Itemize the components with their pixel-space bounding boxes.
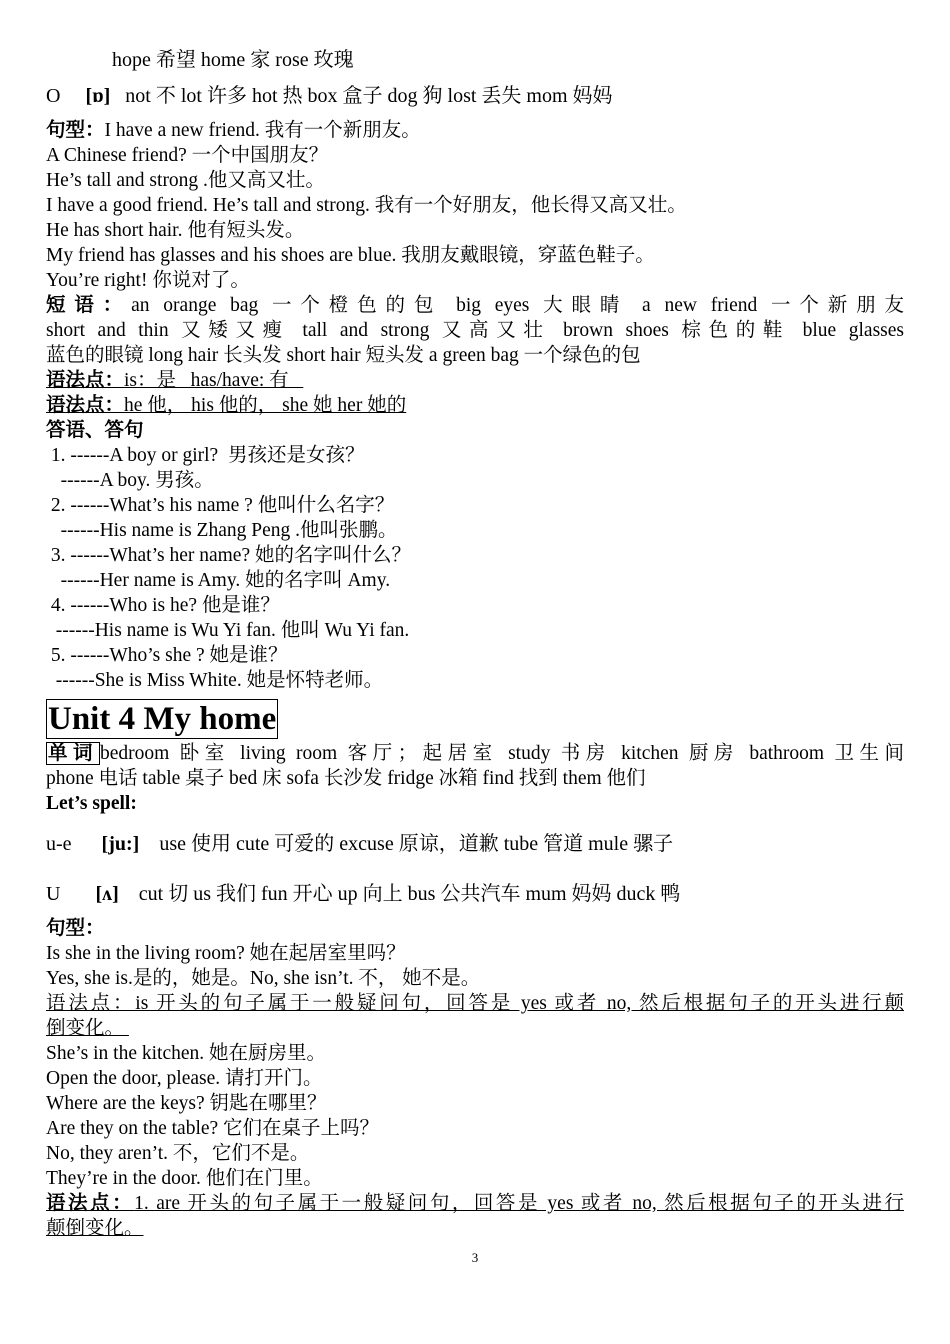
phonics-letter: O [46,85,61,107]
phonics-words: cut 切 us 我们 fun 开心 up 向上 bus 公共汽车 mum 妈妈 duck 鸭 [138,883,681,905]
sentence-line: They’re in the door. 他们在门里。 [46,1168,323,1189]
vocab-item: study 书房 [508,743,611,764]
sentence-label: 句型： [46,120,105,141]
phrases-line-3: 蓝色的眼镜 long hair 长头发 short hair 短头发 a green bag 一个绿色的包 [46,345,641,366]
page-number: 3 [471,1250,479,1265]
o-phonics-line [46,82,904,110]
phonics-words: use 使用 cute 可爱的 excuse 原谅，道歉 tube 管道 mule 骡子 [159,833,674,855]
vocab-item: bathroom 卫生间 [749,743,904,764]
o-e-words-line: hope 希望 home 家 rose 玫瑰 [112,49,354,71]
sentence-line: I have a good friend. He’s tall and strong. 我有一个好朋友，他长得又高又壮。 [46,195,687,216]
grammar-note-line: 倒变化。 [46,1018,129,1039]
phrase: an orange bag 一个橙色的包 [131,295,443,316]
grammar-note-line: 语法点：is 开头的句子属于一般疑问句，回答是 yes 或者 no, 然后根据句子的开头进行颠 [46,993,904,1014]
sentence-line: My friend has glasses and his shoes are blue. 我朋友戴眼镜，穿蓝色鞋子。 [46,245,655,266]
sentence-line: Open the door, please. 请打开门。 [46,1068,323,1089]
qa-line: 3. ------What’s her name? 她的名字叫什么？ [46,545,411,566]
sentence-heading-line [46,118,904,143]
grammar-label: 语法点： [46,395,125,416]
phrase: blue glasses [802,320,904,341]
grammar-text: 1. are 开头的句子属于一般疑问句，回答是 yes 或者 no, 然后根据句子的开头进行 [134,1193,904,1214]
grammar-text: is：是 has/have: 有 [124,370,304,391]
vocab-item: kitchen 厨房 [621,743,739,764]
sentence-text: I have a new friend. 我有一个新朋友。 [104,120,421,141]
phrase: tall and strong 又高又壮 [302,320,551,341]
vocab-line-2: phone 电话 table 桌子 bed 床 sofa 长沙发 fridge 冰箱 find 找到 them 他们 [46,768,646,789]
phrases-line-2 [46,318,904,343]
qa-line: ------She is Miss White. 她是怀特老师。 [46,670,384,691]
unit-title: Unit 4 My home [48,701,277,737]
grammar-note-line: 颠倒变化。 [46,1218,144,1239]
phrases-line-1 [46,293,904,318]
phrase: a new friend 一个新朋友 [642,295,904,316]
qa-line: ------Her name is Amy. 她的名字叫 Amy. [46,570,391,591]
sentence-heading-2: 句型： [46,918,105,939]
qa-line: 2. ------What’s his name ? 他叫什么名字？ [46,495,395,516]
grammar-text: he 他， his 他的， she 她 her 她的 [124,395,407,416]
vocab-item: bedroom 卧室 [100,743,230,764]
phonics-ipa: [ɒ] [85,85,111,107]
vocab-line-1 [46,741,904,766]
sentence-line: Is she in the living room? 她在起居室里吗？ [46,943,406,964]
vocab-item: living room 客厅；起居室 [240,743,498,764]
qa-line: ------His name is Wu Yi fan. 他叫 Wu Yi fan. [46,620,410,641]
sentence-line: Where are the keys? 钥匙在哪里？ [46,1093,327,1114]
grammar-label: 语法点： [46,370,125,391]
qa-line: 1. ------A boy or girl? 男孩还是女孩？ [46,445,365,466]
vocab-label: 单词 [48,743,99,764]
qa-line: 4. ------Who is he? 他是谁？ [46,595,280,616]
sentence-line: He has short hair. 他有短头发。 [46,220,305,241]
phrase: big eyes 大眼睛 [456,295,629,316]
phonics-ipa: [ju:] [101,833,140,855]
grammar-point-line [46,393,904,418]
sentence-line: Are they on the table? 它们在桌子上吗？ [46,1118,380,1139]
spell-heading: Let’s spell: [46,793,137,814]
sentence-line: Yes, she is.是的，她是。No, she isn’t. 不， 她不是。 [46,968,481,989]
sentence-line: No, they aren’t. 不，它们不是。 [46,1143,310,1164]
u-phonics-line [46,880,904,908]
sentence-line: A Chinese friend? 一个中国朋友？ [46,145,329,166]
phonics-words: not 不 lot 许多 hot 热 box 盒子 dog 狗 lost 丢失 mom 妈妈 [125,85,613,107]
qa-heading: 答语、答句 [46,420,144,441]
phrase: short and thin 又矮又瘦 [46,320,290,341]
qa-line: ------A boy. 男孩。 [46,470,214,491]
grammar-note-line [46,1191,904,1216]
phrase: brown shoes 棕色的鞋 [563,320,791,341]
phonics-letter: U [46,883,61,905]
qa-line: ------His name is Zhang Peng .他叫张鹏。 [46,520,398,541]
sentence-line: You’re right! 你说对了。 [46,270,250,291]
qa-line: 5. ------Who’s she ? 她是谁？ [46,645,288,666]
phonics-ipa: [ʌ] [95,883,119,905]
grammar-point-line [46,368,904,393]
sentence-line: She’s in the kitchen. 她在厨房里。 [46,1043,327,1064]
sentence-line: He’s tall and strong .他又高又壮。 [46,170,325,191]
ue-phonics-line [46,830,904,858]
grammar-label: 语法点： [46,1193,135,1214]
phonics-letter: u-e [46,833,72,855]
document-page [46,46,904,1241]
phrases-label: 短语： [46,295,132,316]
